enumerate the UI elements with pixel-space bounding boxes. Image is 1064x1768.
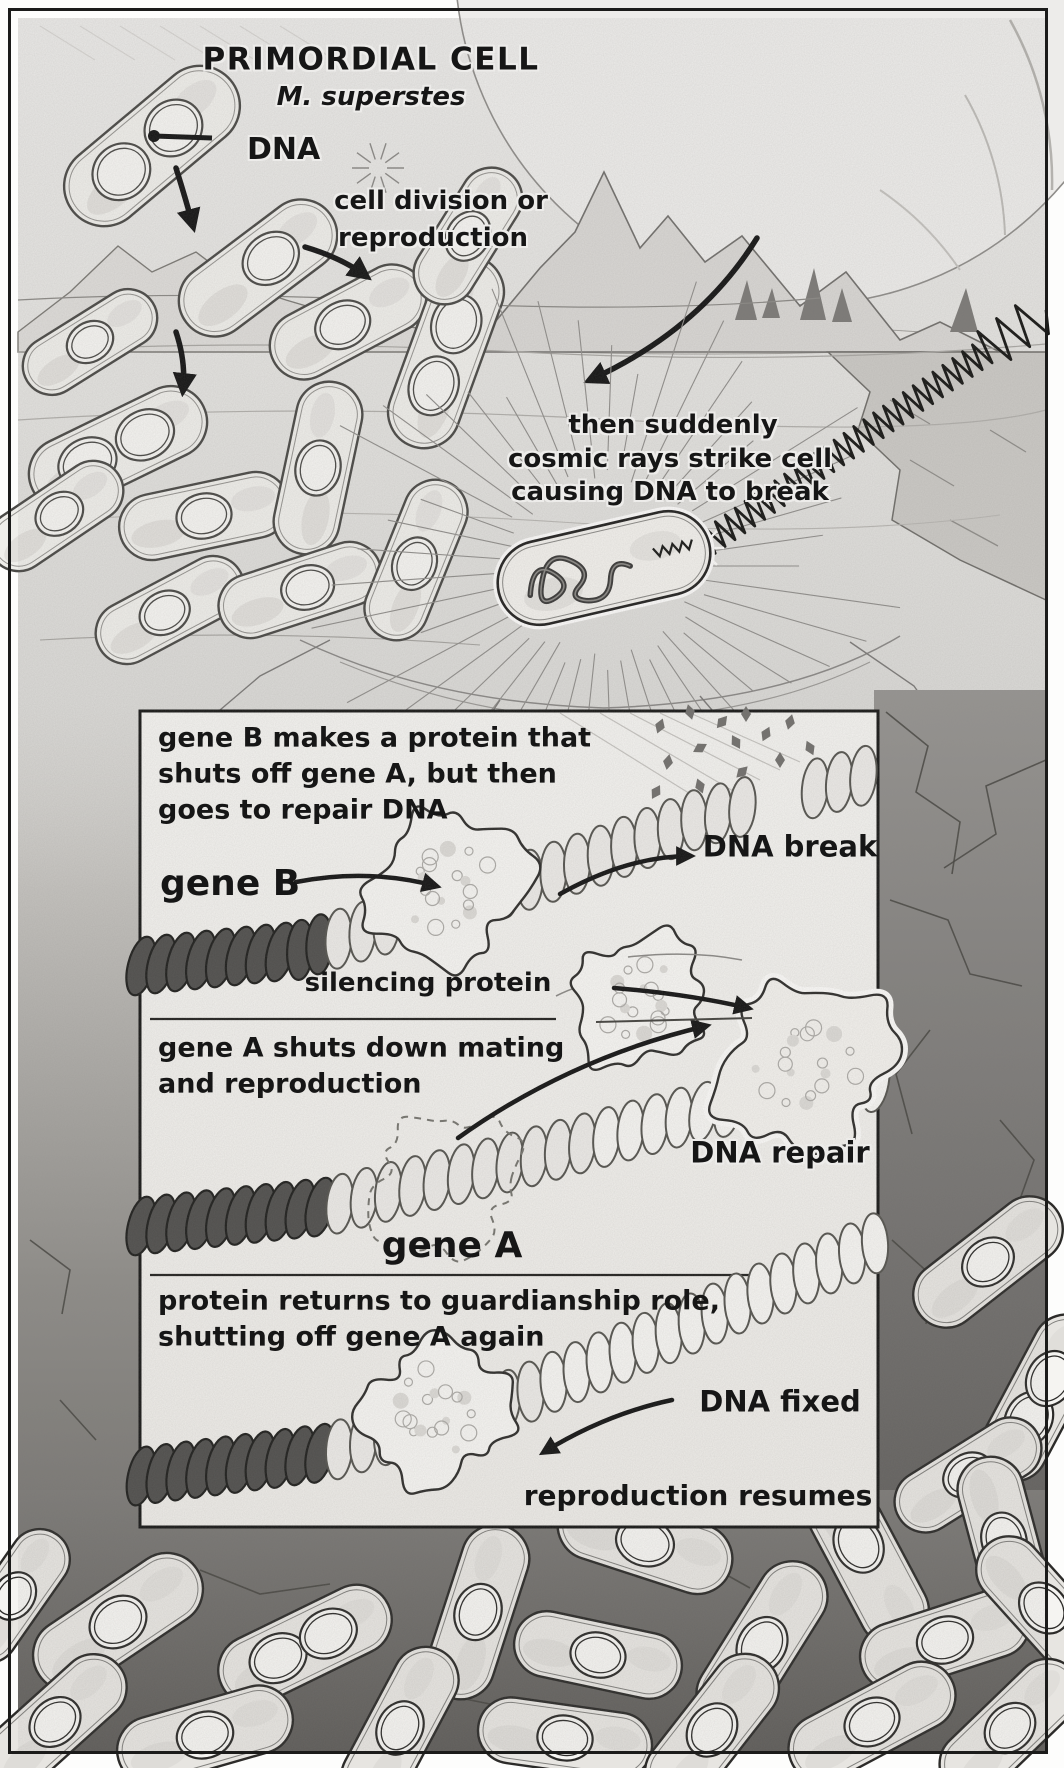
dna-repair-label: DNA repair <box>690 1135 870 1170</box>
panel-section2-caption-line1: gene A shuts down mating <box>158 1032 565 1064</box>
gene-a-label: gene A <box>381 1225 523 1266</box>
figure-title: PRIMORDIAL CELL <box>202 41 540 78</box>
reproduction-resumes-label: reproduction resumes <box>523 1479 873 1512</box>
panel-section1-caption-line1: gene B makes a protein that <box>158 722 592 754</box>
panel-section1-caption-line2: shuts off gene A, but then <box>158 758 557 790</box>
cosmic-ray-caption-line2: cosmic rays strike cell <box>507 444 833 474</box>
panel-section3-caption-line2: shutting off gene A again <box>158 1321 545 1353</box>
panel-section3-caption-line1: protein returns to guardianship role, <box>158 1285 720 1317</box>
dna-fixed-label: DNA fixed <box>699 1384 861 1419</box>
dna-callout: DNA <box>247 132 321 167</box>
cell-division-caption-line1: cell division or <box>334 186 548 216</box>
gene-b-label: gene B <box>160 863 301 904</box>
cell-division-caption-line2: reproduction <box>338 223 528 253</box>
figure-subtitle: M. superstes <box>276 82 466 112</box>
silencing-protein-label: silencing protein <box>304 968 552 998</box>
dna-break-label: DNA break <box>702 829 878 864</box>
cosmic-ray-caption-line3: causing DNA to break <box>511 477 829 507</box>
panel-section2-caption-line2: and reproduction <box>158 1068 422 1100</box>
cosmic-ray-caption-line1: then suddenly <box>568 410 778 440</box>
panel-section1-caption-line3: goes to repair DNA <box>158 794 448 826</box>
